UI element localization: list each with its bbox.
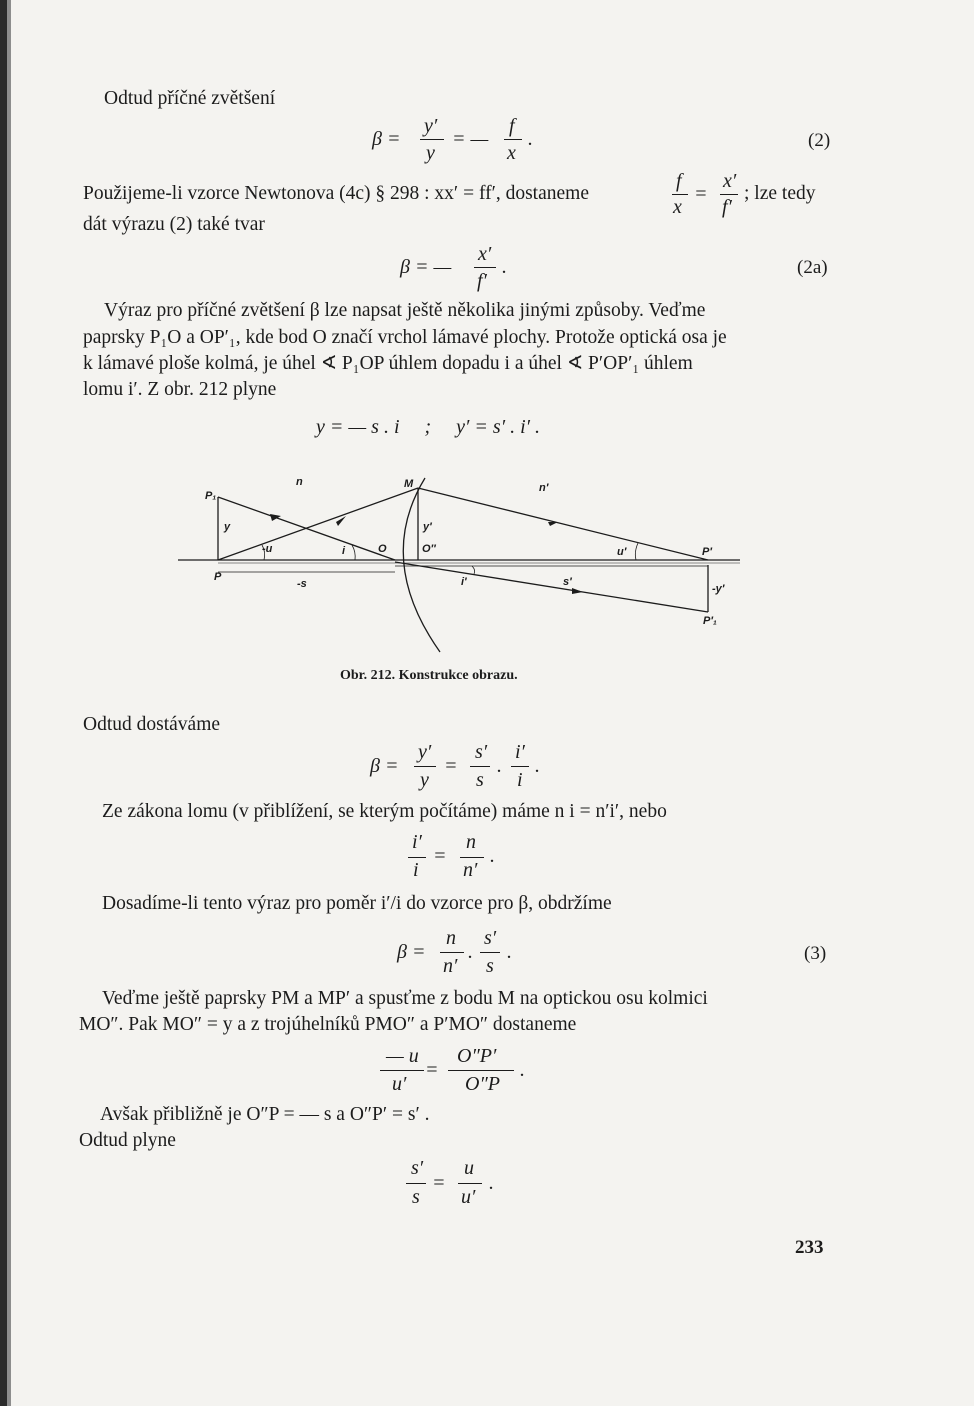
label-minus-u: -u: [262, 543, 273, 555]
eqb-den1: y: [420, 769, 429, 791]
eqs-den2: u′: [461, 1186, 476, 1208]
label-p1: P₁: [205, 490, 217, 502]
eqb-num3: i′: [515, 741, 525, 763]
paragraph-intro: Odtud příčné zvětšení: [104, 88, 276, 109]
equ-eq: =: [425, 1059, 439, 1081]
eqr-den1: i: [413, 859, 419, 881]
eqs-bar1: [406, 1183, 426, 1184]
label-o: O: [378, 543, 387, 555]
label-minus-s: -s: [297, 578, 307, 590]
paragraph-approx: Avšak přibližně je O″P = — s a O″P′ = s′ .: [100, 1104, 430, 1125]
newton-tail: ; lze tedy: [744, 183, 816, 204]
equ-dot: .: [520, 1059, 525, 1081]
eq2a-num: x′: [478, 243, 492, 265]
paragraph-rays-line3: k lámavé ploše kolmá, je úhel ∢ P₁OP úhlem dopadu i a úhel ∢ P′OP′₁ úhlem: [83, 353, 693, 374]
eqb-bar2: [470, 766, 490, 767]
newton-frac1-den: x: [673, 196, 682, 218]
paragraph-odtud: Odtud dostáváme: [83, 714, 221, 735]
eq2-number: (2): [808, 130, 831, 151]
eq3-num1: n: [446, 927, 456, 949]
label-p1-prime: P′₁: [703, 615, 717, 627]
eq2-den1: y: [426, 142, 435, 164]
eq3-number: (3): [804, 943, 827, 964]
label-i-prime: i′: [461, 576, 467, 588]
eqb-dot: .: [497, 755, 502, 777]
label-y: y: [224, 521, 231, 533]
eqs-eq: =: [432, 1172, 446, 1194]
eqb-den2: s: [476, 769, 484, 791]
paragraph-perpendicular-line1: Veďme ještě paprsky PM a MP′ a spusťme z bodu M na optickou osu kolmici: [102, 988, 708, 1009]
eqs-dot: .: [489, 1172, 494, 1194]
paragraph-newton-line2: dát výrazu (2) také tvar: [83, 214, 265, 235]
eqb-eq: =: [444, 755, 458, 777]
equ-den1: u′: [392, 1073, 407, 1095]
equ-den2: O″P: [465, 1073, 500, 1095]
eqs-bar2: [458, 1183, 482, 1184]
label-n-prime: n′: [539, 482, 549, 494]
newton-frac2-num: x′: [723, 170, 737, 192]
eqr-num2: n: [466, 831, 476, 853]
eq2a-lhs: β = —: [400, 256, 452, 278]
eqr-dot: .: [490, 845, 495, 867]
newton-frac1-num: f: [676, 170, 682, 192]
eq3-num2: s′: [484, 927, 497, 949]
paragraph-odtud-plyne: Odtud plyne: [79, 1130, 176, 1151]
page-number: 233: [795, 1237, 824, 1258]
figure-caption: Obr. 212. Konstrukce obrazu.: [340, 668, 518, 683]
paragraph-rays-line4: lomu i′. Z obr. 212 plyne: [83, 379, 277, 400]
eq3-den2: s: [486, 955, 494, 977]
eqb-lhs: β =: [370, 755, 399, 777]
eq2-lhs: β =: [372, 128, 401, 150]
eq2a-den: f′: [477, 270, 487, 292]
eq3-den1: n′: [443, 955, 458, 977]
eqr-num1: i′: [412, 831, 422, 853]
eq3-end: .: [507, 941, 512, 963]
eqb-num1: y′: [418, 741, 432, 763]
eq3-bar1: [440, 952, 464, 953]
eqs-num2: u: [464, 1157, 474, 1179]
label-i: i: [342, 545, 346, 557]
eq2-dot: .: [528, 128, 533, 150]
eq3-bar2: [480, 952, 500, 953]
eq2-num1: y′: [424, 115, 438, 137]
paragraph-newton-line1: Použijeme-li vzorce Newtonova (4c) § 298 : xx′ = ff′, dostaneme: [83, 183, 589, 204]
equ-bar1: [380, 1070, 424, 1071]
label-u-prime: u′: [617, 546, 627, 558]
label-n: n: [296, 476, 303, 488]
eqr-eq: =: [433, 845, 447, 867]
eq2-mid: = —: [452, 128, 489, 150]
equ-bar2: [448, 1070, 514, 1071]
label-m: M: [404, 478, 414, 490]
eqb-den3: i: [517, 769, 523, 791]
eq2-den2: x: [507, 142, 516, 164]
eqs-den1: s: [412, 1186, 420, 1208]
eq2a-dot: .: [502, 256, 507, 278]
eqs-num1: s′: [411, 1157, 424, 1179]
eq3-dot: .: [468, 941, 473, 963]
newton-frac2-den: f′: [722, 196, 732, 218]
equ-num2: O″P′: [457, 1045, 497, 1067]
label-minus-y-prime: -y′: [712, 583, 725, 595]
label-p: P: [214, 571, 222, 583]
paragraph-perpendicular-line2: MO″. Pak MO″ = y a z trojúhelníků PMO″ a P′MO″ dostaneme: [79, 1014, 577, 1035]
label-s-prime: s′: [563, 576, 572, 588]
paragraph-rays-line1: Výraz pro příčné zvětšení β lze napsat ještě několika jinými způsoby. Veďme: [104, 300, 706, 321]
label-p-prime: P′: [702, 546, 712, 558]
eq2-num2: f: [509, 115, 515, 137]
label-o-double-prime: O″: [422, 543, 436, 555]
eqr-den2: n′: [463, 859, 478, 881]
label-y-prime: y′: [423, 521, 432, 533]
eqb-end: .: [535, 755, 540, 777]
equation-y-s-i: y = — s . i ; y′ = s′ . i′ .: [316, 416, 540, 438]
paragraph-rays-line2: paprsky P₁O a OP′₁, kde bod O značí vrchol lámavé plochy. Protože optická osa je: [83, 327, 727, 348]
eqb-bar1: [414, 766, 436, 767]
paragraph-substitute: Dosadíme-li tento výraz pro poměr i′/i do vzorce pro β, obdržíme: [102, 893, 612, 914]
eqb-num2: s′: [475, 741, 488, 763]
newton-eq: =: [694, 183, 708, 205]
eq3-lhs: β =: [397, 941, 426, 963]
equ-num1: — u: [386, 1045, 419, 1067]
eqb-bar3: [511, 766, 529, 767]
paragraph-refraction-law: Ze zákona lomu (v přiblížení, se kterým počítáme) máme n i = n′i′, nebo: [102, 801, 667, 822]
eq2a-number: (2a): [797, 257, 828, 278]
